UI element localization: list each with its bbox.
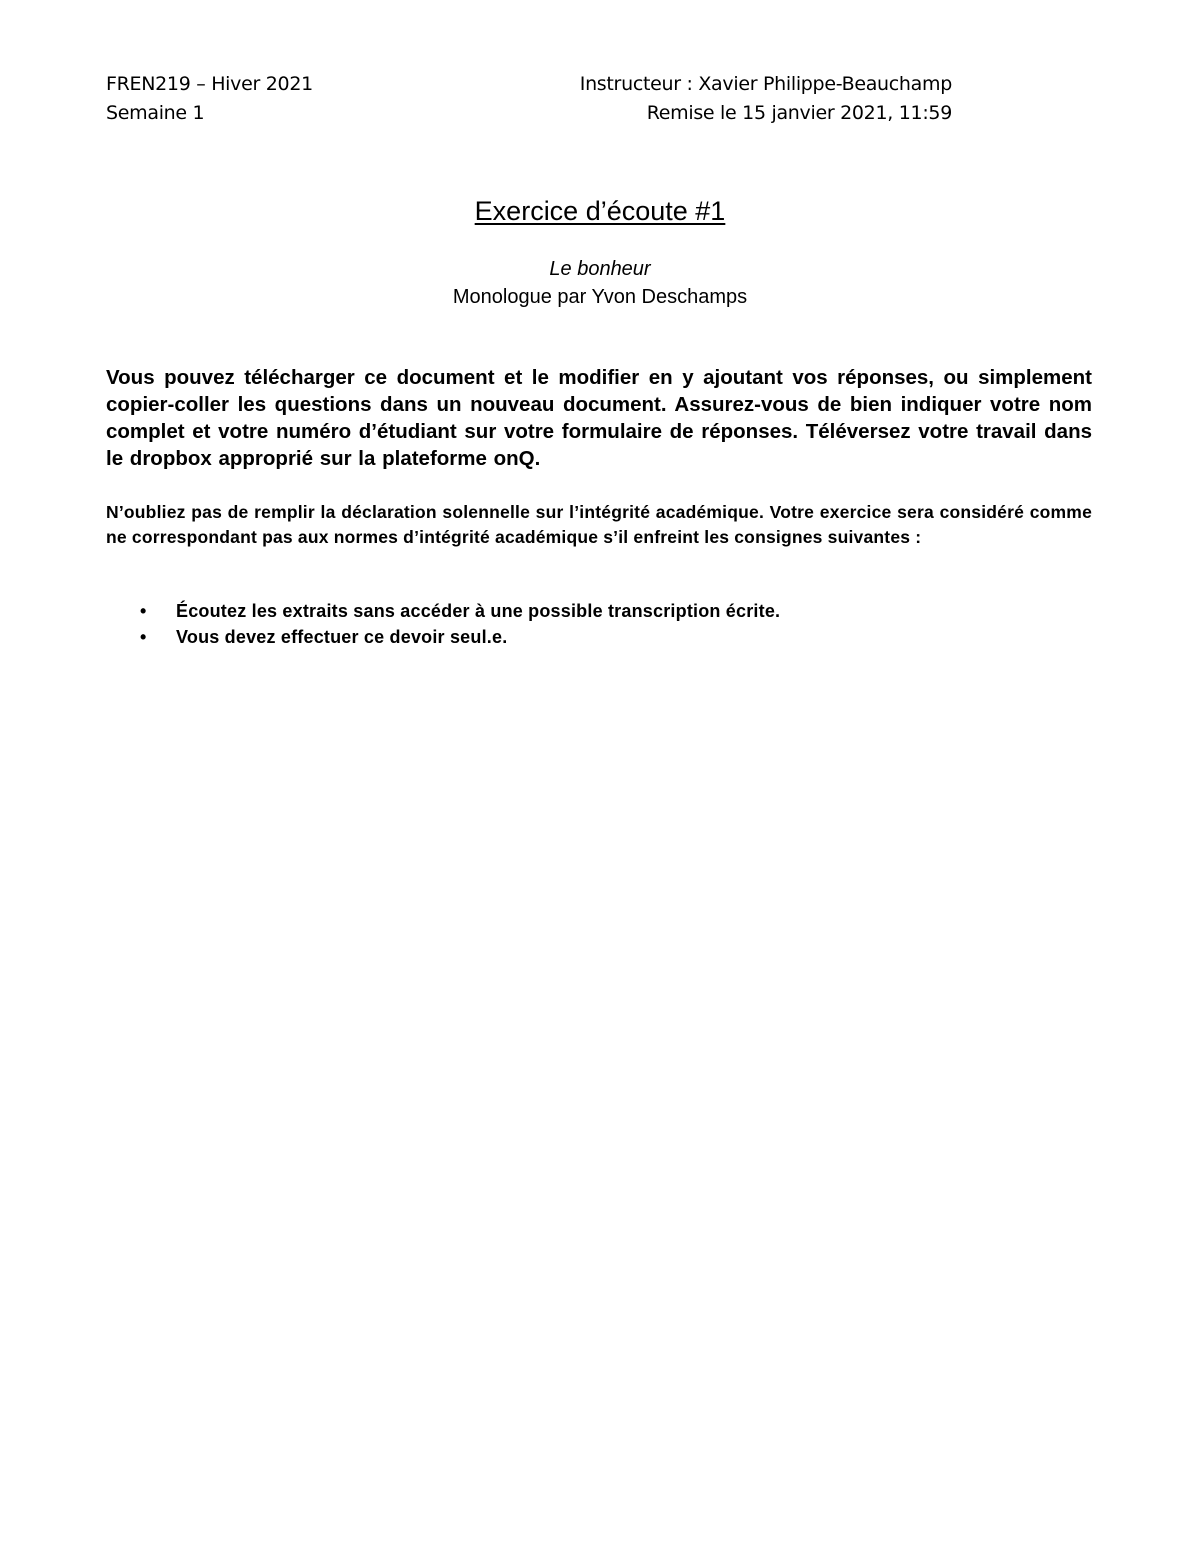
- document-title: Exercice d’écoute #1: [474, 196, 726, 226]
- course-label: FREN219 – Hiver 2021: [106, 73, 313, 95]
- integrity-paragraph: N’oubliez pas de remplir la déclaration solennelle sur l’intégrité académique. Votre exercice sera considéré comme ne correspondant pas aux normes d’intégrité académique s’il enfreint les consignes suivantes :: [106, 502, 1092, 547]
- document-subtitle: [0, 255, 1200, 311]
- due-date-label: Remise le 15 janvier 2021, 11:59: [646, 102, 952, 124]
- work-title: Le bonheur: [549, 258, 651, 280]
- rules-list: [140, 598, 780, 650]
- instructions-paragraph: Vous pouvez télécharger ce document et le modifier en y ajoutant vos réponses, ou simplement copier-coller les questions dans un nouveau document. Assurez-vous de bien indiquer votre nom complet et votre numéro d’étudiant sur votre formulaire de réponses. Téléversez votre travail dans le dropbox approprié sur la plateforme onQ.: [106, 366, 1092, 470]
- bullet-icon: •: [140, 627, 147, 647]
- rule-text: Vous devez effectuer ce devoir seul.e.: [176, 627, 508, 647]
- work-author: Monologue par Yvon Deschamps: [452, 286, 748, 308]
- header-right: [580, 70, 952, 128]
- list-item: [140, 624, 780, 650]
- rule-text: Écoutez les extraits sans accéder à une possible transcription écrite.: [176, 601, 781, 621]
- list-item: [140, 598, 780, 624]
- instructor-label: Instructeur : Xavier Philippe-Beauchamp: [579, 73, 952, 95]
- week-label: Semaine 1: [106, 102, 205, 124]
- header-left: [106, 70, 313, 128]
- bullet-icon: •: [140, 601, 147, 621]
